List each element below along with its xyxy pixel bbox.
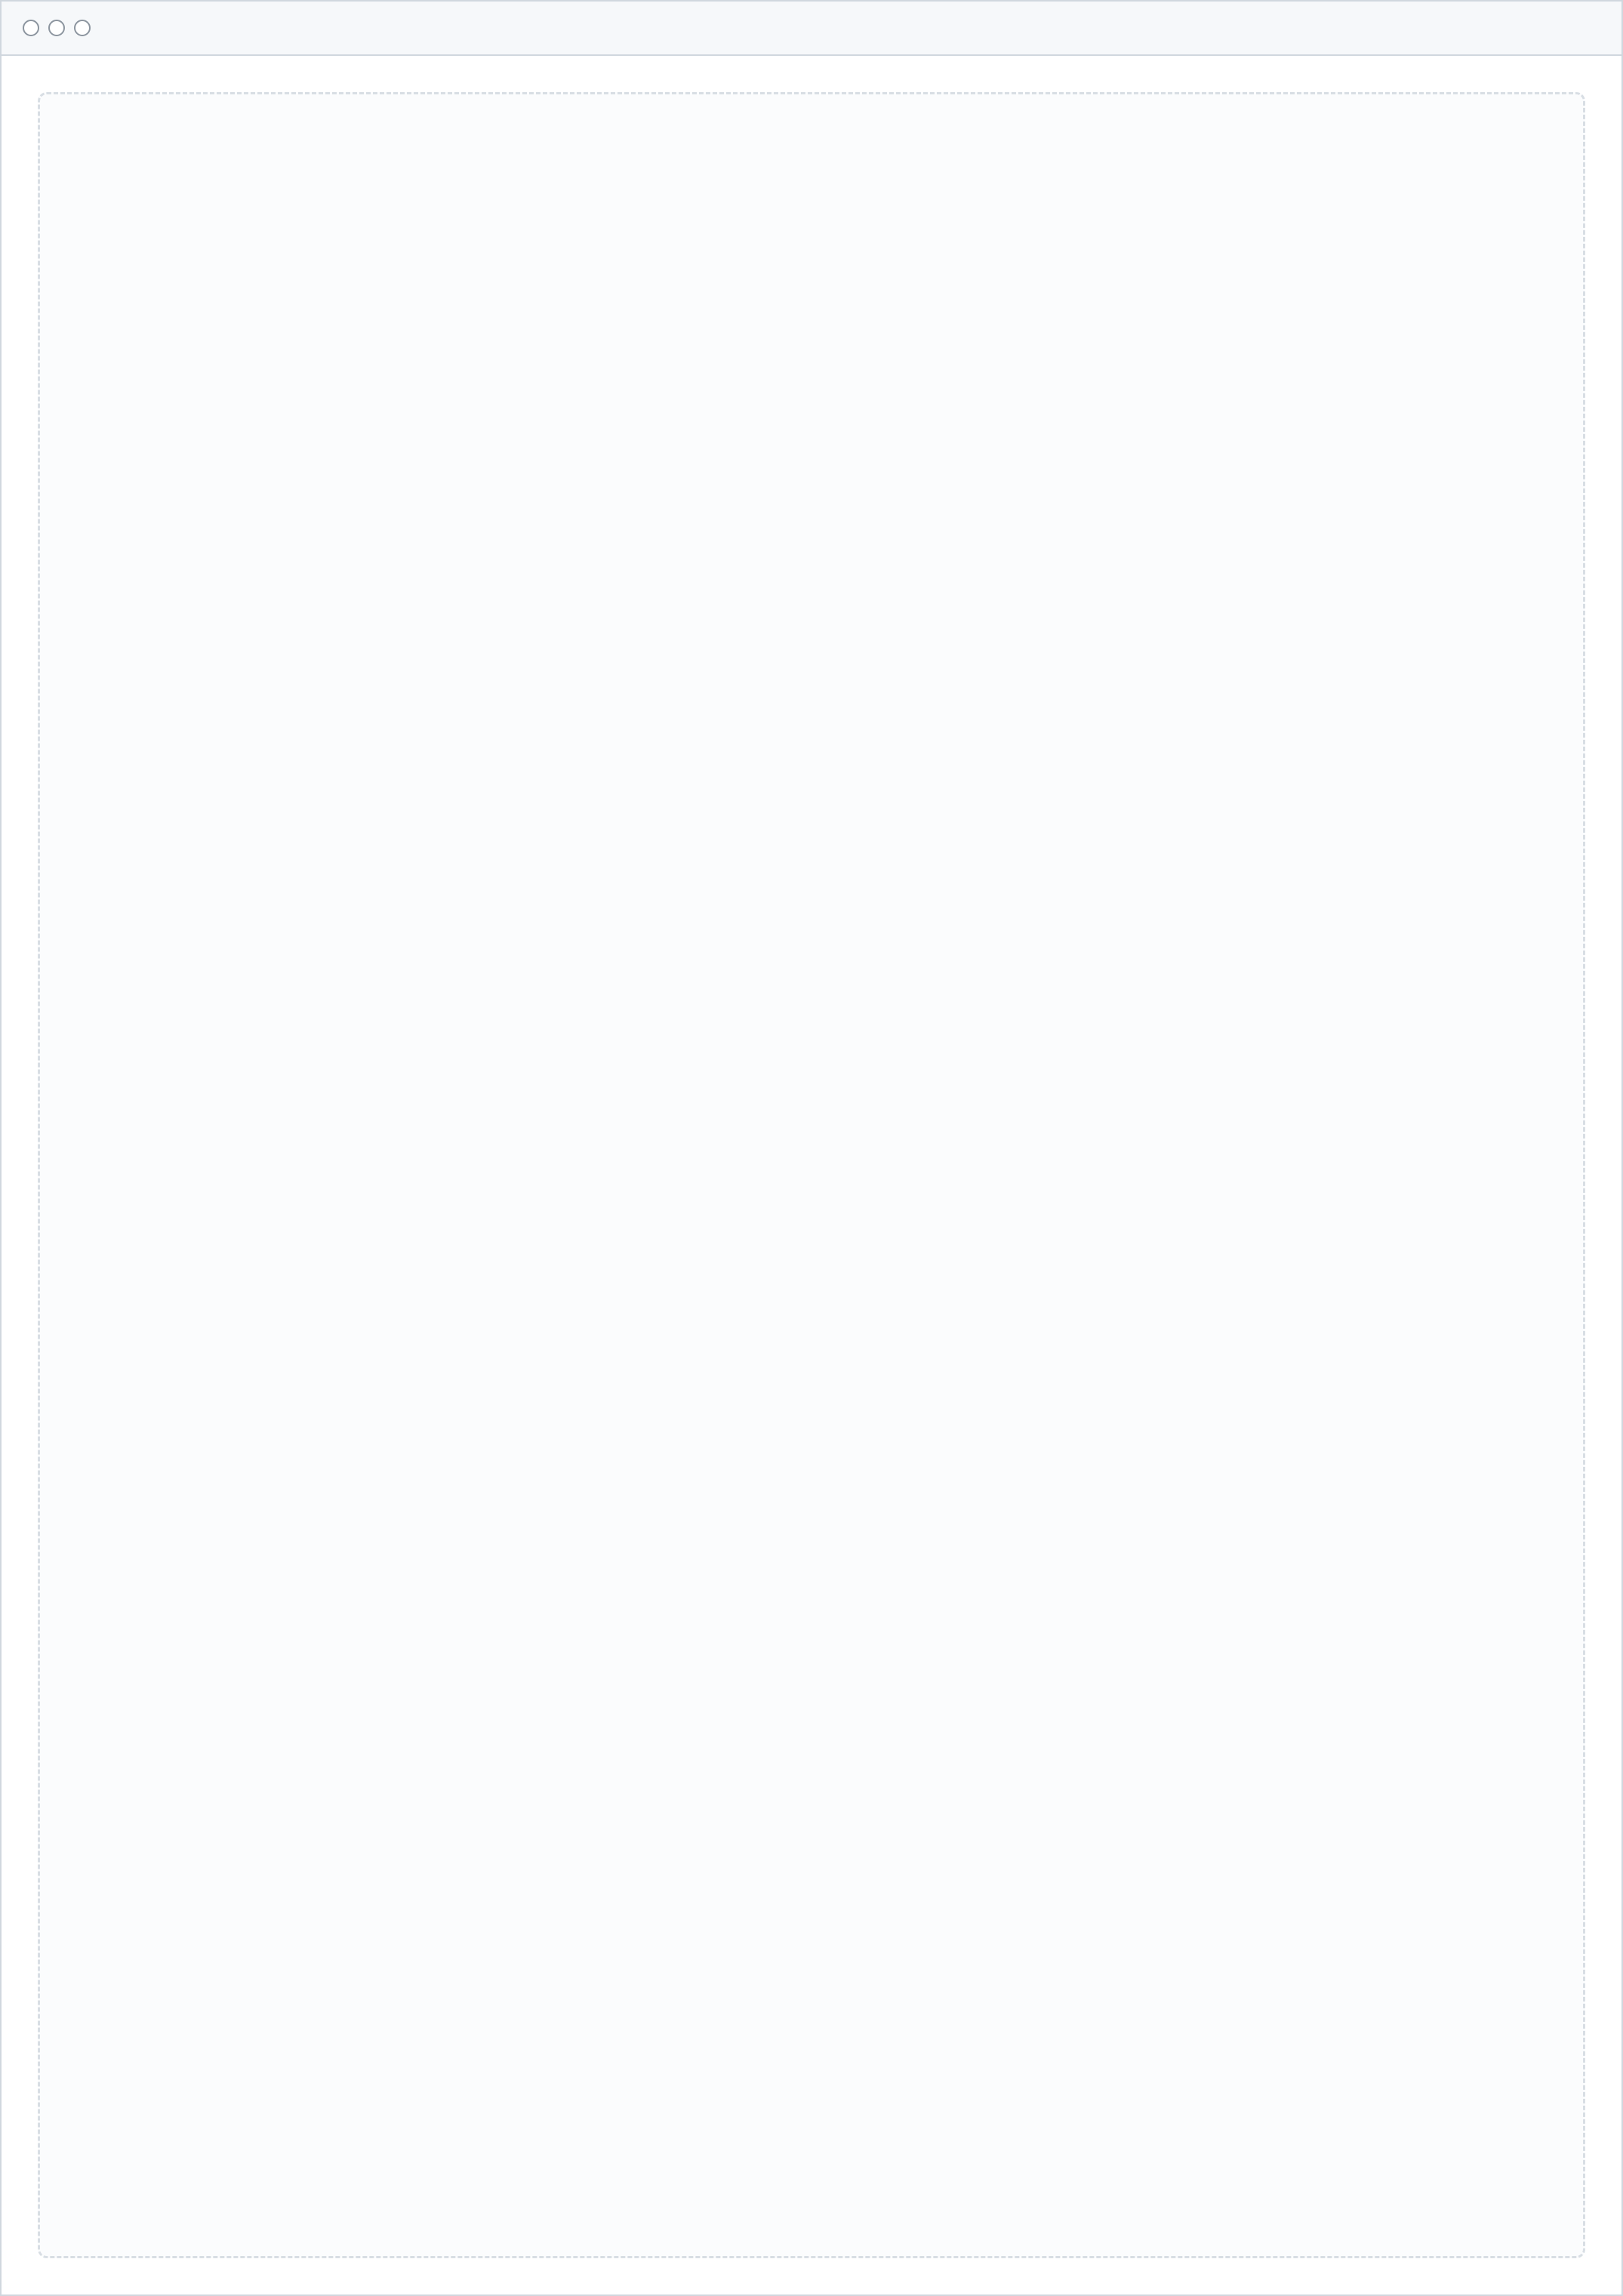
window-control-icon[interactable] (48, 20, 65, 36)
content-placeholder (38, 92, 1585, 2258)
window-control-icon[interactable] (23, 20, 39, 36)
window-controls (23, 20, 91, 36)
title-bar (2, 2, 1621, 56)
main-content-area (2, 56, 1621, 2294)
window-control-icon[interactable] (74, 20, 91, 36)
